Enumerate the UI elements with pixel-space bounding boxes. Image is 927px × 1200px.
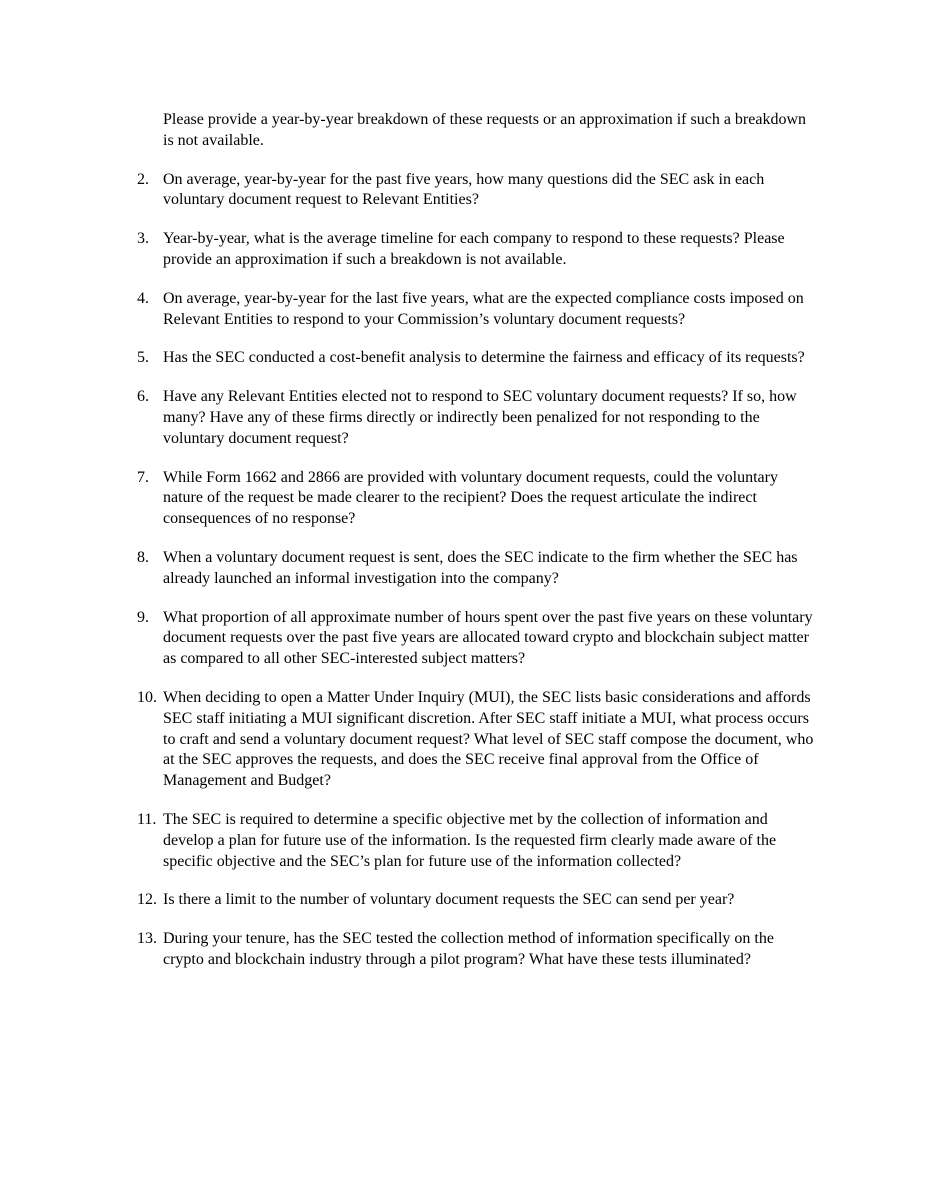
list-item-text: Have any Relevant Entities elected not to respond to SEC voluntary document requests? If so, how many? Have any of these firms directly or indirectly been penalized for not responding to the voluntary document request? <box>163 388 797 447</box>
list-item-number: 12. <box>137 891 157 909</box>
document-content <box>137 110 818 971</box>
list-item-number: 3. <box>137 230 149 248</box>
list-item <box>137 387 818 449</box>
list-item-number: 11. <box>137 810 157 828</box>
list-item <box>137 608 818 670</box>
list-item-text: Is there a limit to the number of voluntary document requests the SEC can send per year? <box>163 891 735 909</box>
list-item <box>137 810 818 872</box>
list-item-text: When a voluntary document request is sent, does the SEC indicate to the firm whether the SEC has already launched an informal investigation into the company? <box>163 548 798 587</box>
list-item-number: 9. <box>137 608 149 626</box>
list-item <box>137 289 818 331</box>
list-item-number: 7. <box>137 468 149 486</box>
list-item-text: During your tenure, has the SEC tested the collection method of information specifically on the crypto and blockchain industry through a pilot program? What have these tests illuminated? <box>163 930 774 968</box>
list-item-text: When deciding to open a Matter Under Inquiry (MUI), the SEC lists basic considerations and affords SEC staff initiating a MUI significant discretion. After SEC staff initiate a MUI, what process occurs to craft and send a voluntary document request? What level of SEC staff compose the document, who at the SEC approves the requests, and does the SEC receive final approval from the Office of Management and Budget? <box>163 688 814 790</box>
list-item-number: 2. <box>137 170 149 188</box>
list-item-text: On average, year-by-year for the past five years, how many questions did the SEC ask in each voluntary document request to Relevant Entities? <box>163 170 765 209</box>
list-item-text: What proportion of all approximate number of hours spent over the past five years on these voluntary document requests over the past five years are allocated toward crypto and blockchain subject matter as compared to all other SEC-interested subject matters? <box>163 608 813 668</box>
list-item-number: 13. <box>137 930 157 948</box>
list-item-text: The SEC is required to determine a specific objective met by the collection of information and develop a plan for future use of the information. Is the requested firm clearly made aware of the specific objective and the SEC’s plan for future use of the information collected? <box>163 810 777 870</box>
list-item <box>137 890 818 911</box>
list-item-text: Has the SEC conducted a cost-benefit analysis to determine the fairness and efficacy of its requests? <box>163 349 805 367</box>
list-item <box>137 548 818 590</box>
list-item <box>137 170 818 212</box>
list-item-number: 10. <box>137 688 157 706</box>
list-item-number: 8. <box>137 548 149 566</box>
paragraph-continuation: Please provide a year-by-year breakdown of these requests or an approximation if such a breakdown is not available. <box>163 111 806 149</box>
list-item <box>137 468 818 530</box>
list-item-text: While Form 1662 and 2866 are provided with voluntary document requests, could the voluntary nature of the request be made clearer to the recipient? Does the request articulate the indirect consequences of no response? <box>163 468 778 528</box>
list-item <box>137 348 818 369</box>
list-item <box>137 229 818 271</box>
list-item-number: 5. <box>137 349 149 367</box>
list-item <box>137 688 818 792</box>
list-item-text: Year-by-year, what is the average timeline for each company to respond to these requests? Please provide an approximation if such a breakdown is not available. <box>163 230 785 268</box>
list-item-number: 4. <box>137 289 149 307</box>
list-item <box>137 929 818 971</box>
list-item-text: On average, year-by-year for the last five years, what are the expected compliance costs imposed on Relevant Entities to respond to your Commission’s voluntary document requests? <box>163 289 804 328</box>
list-item-number: 6. <box>137 388 149 406</box>
